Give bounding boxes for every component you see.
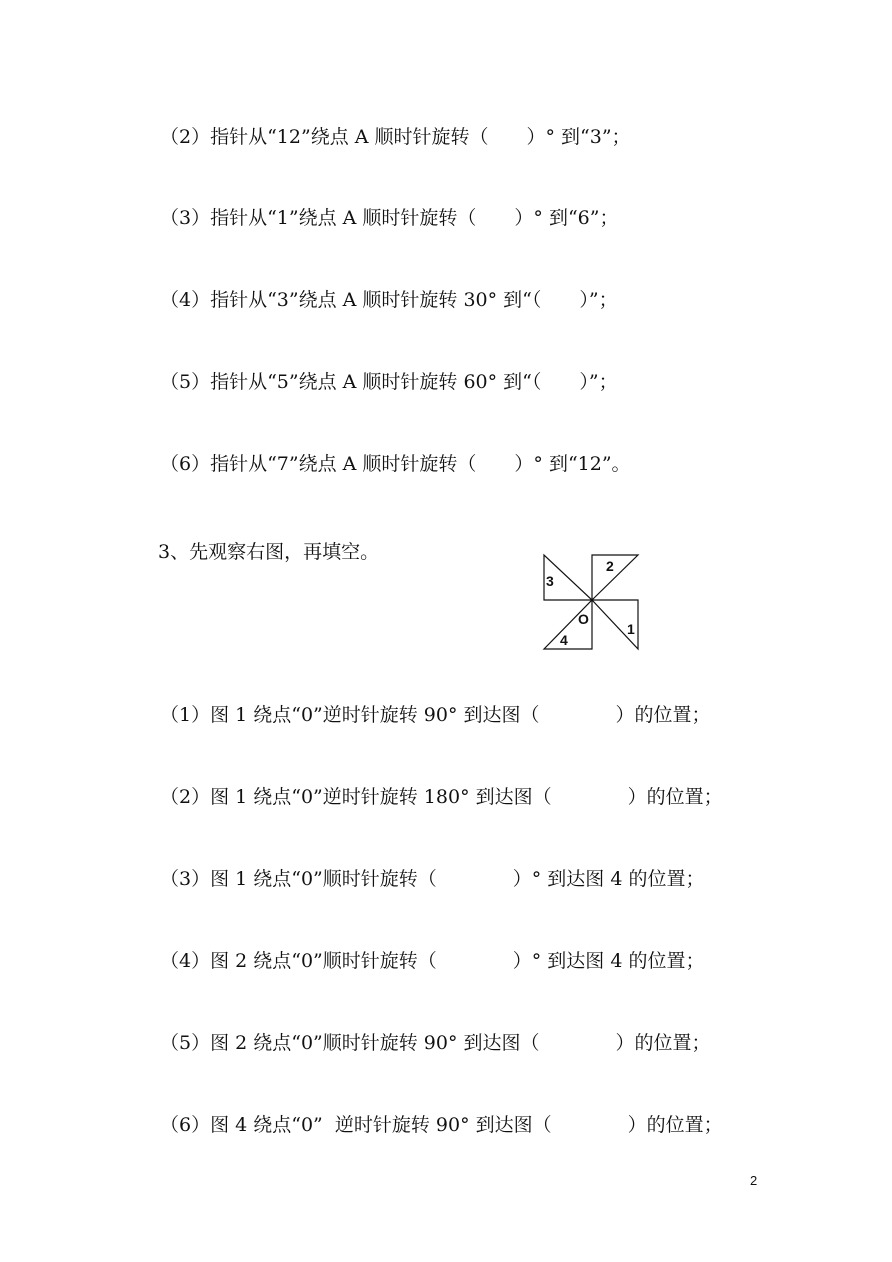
- q3-title: 3、先观察右图，再填空。: [158, 541, 380, 563]
- q2-item-5: （5）指针从“5”绕点 A 顺时针旋转 60° 到“（ ）”；: [160, 371, 618, 393]
- q2-item-3: （3）指针从“1”绕点 A 顺时针旋转（ ）° 到“6”；: [160, 207, 619, 229]
- pinwheel-figure: [540, 552, 642, 652]
- pinwheel-piece-2: [592, 555, 638, 600]
- pinwheel-label-1: 1: [627, 621, 635, 637]
- pinwheel-label-2: 2: [606, 558, 614, 574]
- q3-item-6: （6）图 4 绕点“0” 逆时针旋转 90° 到达图（ ）的位置；: [160, 1114, 723, 1136]
- page-number: 2: [750, 1173, 758, 1188]
- q3-item-2: （2）图 1 绕点“0”逆时针旋转 180° 到达图（ ）的位置；: [160, 786, 723, 808]
- q3-item-3: （3）图 1 绕点“0”顺时针旋转（ ）° 到达图 4 的位置；: [160, 868, 705, 890]
- q3-item-4: （4）图 2 绕点“0”顺时针旋转（ ）° 到达图 4 的位置；: [160, 950, 705, 972]
- q3-item-5: （5）图 2 绕点“0”顺时针旋转 90° 到达图（ ）的位置；: [160, 1032, 711, 1054]
- q2-item-6: （6）指针从“7”绕点 A 顺时针旋转（ ）° 到“12”。: [160, 453, 631, 475]
- q3-item-1: （1）图 1 绕点“0”逆时针旋转 90° 到达图（ ）的位置；: [160, 704, 711, 726]
- pinwheel-label-3: 3: [546, 573, 554, 589]
- q2-item-2: （2）指针从“12”绕点 A 顺时针旋转（ ）° 到“3”；: [160, 126, 631, 148]
- pinwheel-center-label: O: [578, 611, 589, 627]
- q2-item-4: （4）指针从“3”绕点 A 顺时针旋转 30° 到“（ ）”；: [160, 289, 618, 311]
- pinwheel-label-4: 4: [560, 632, 568, 648]
